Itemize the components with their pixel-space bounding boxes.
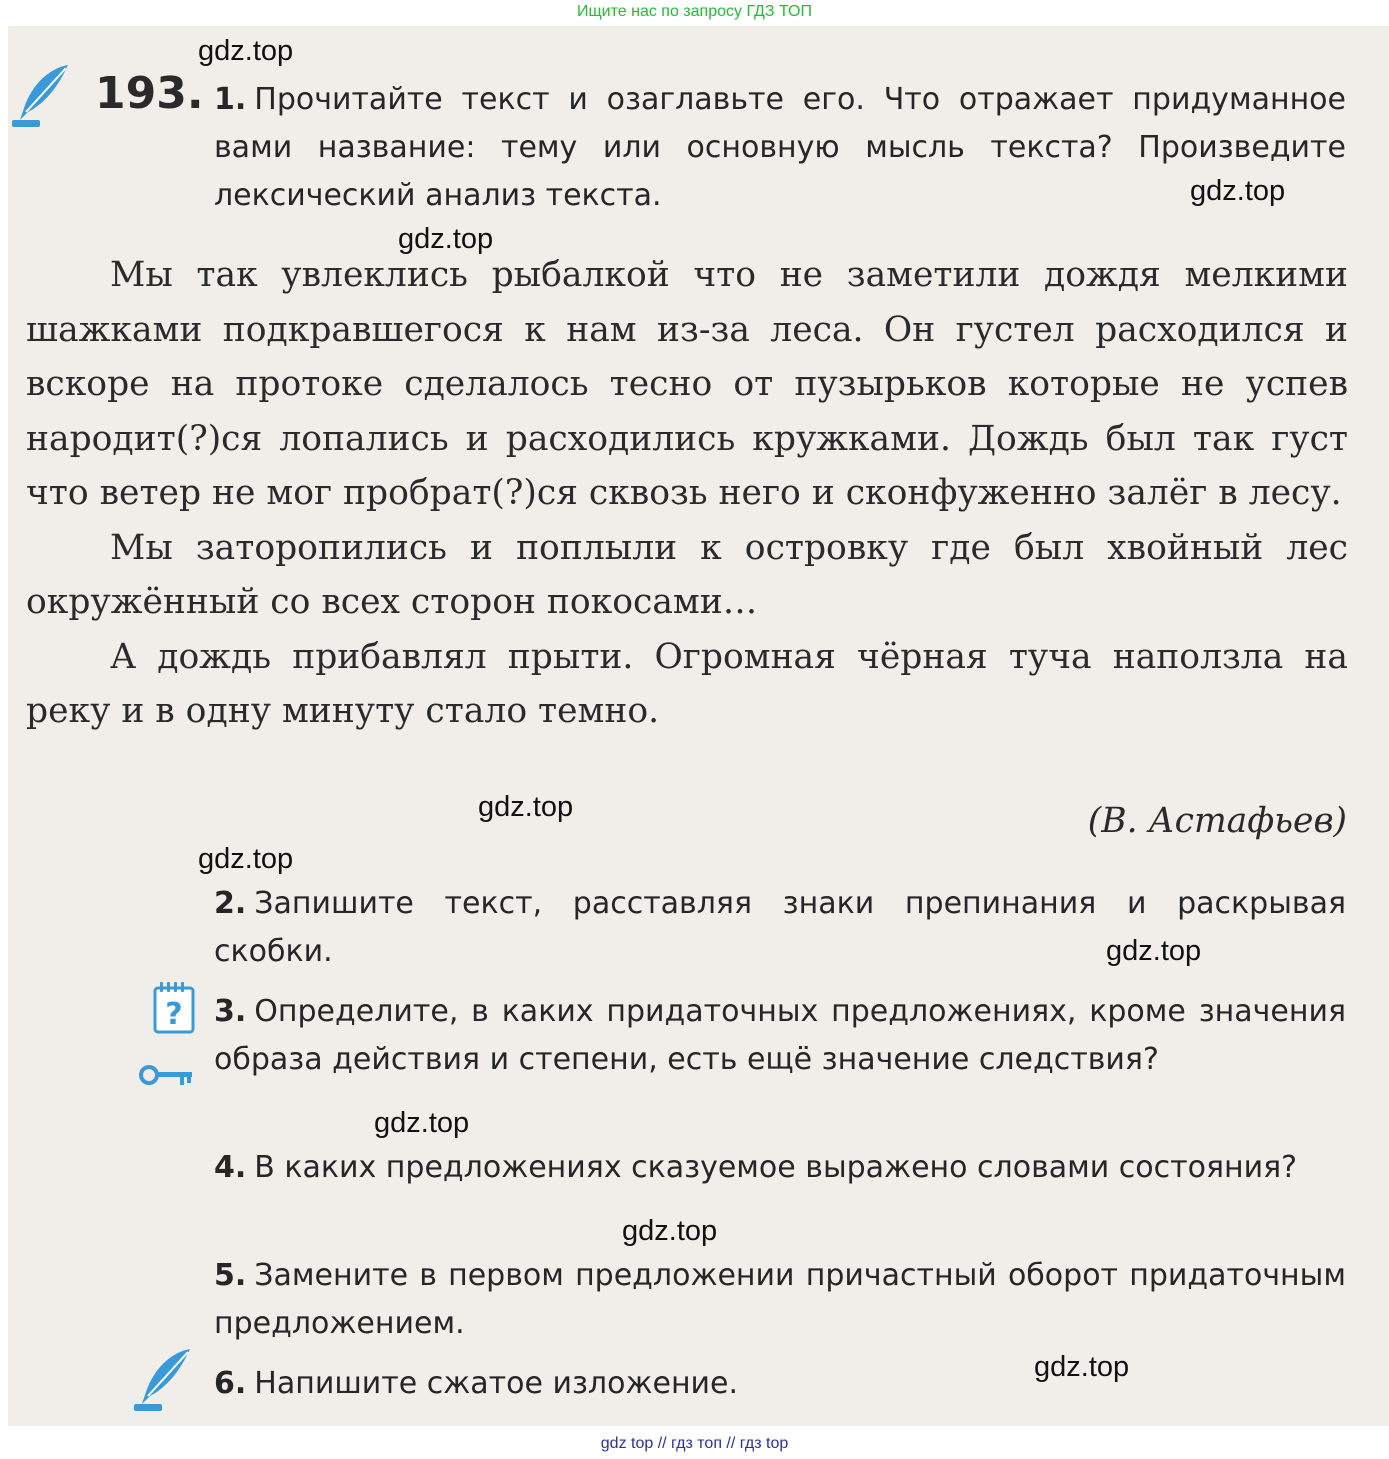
task-number: 1. xyxy=(214,82,247,117)
watermark: gdz.top xyxy=(1106,935,1202,967)
feather-pen-icon xyxy=(10,62,72,130)
task-number: 5. xyxy=(214,1258,247,1293)
watermark: gdz.top xyxy=(1034,1351,1130,1383)
author-signature: (В. Астафьев) xyxy=(1087,801,1347,841)
watermark: gdz.top xyxy=(398,223,494,255)
story-text xyxy=(26,248,1348,739)
question-notebook-icon xyxy=(152,982,196,1034)
story-paragraph: Мы так увлеклись рыбалкой что не заметили дождя мелкими шажками подкравшегося к нам из-за леса. Он густел расходился и вскоре на протоке сделалось тесно от пузырьков которые не успев народит(?)ся лопались и расходились кружками. Дождь был так густ что ветер не мог пробрат(?)ся сквозь него и сконфуженно залёг в лесу. xyxy=(26,255,1348,513)
task-text: Запишите текст, расставляя знаки препинания и раскрывая скобки. xyxy=(214,886,1346,969)
task-number: 4. xyxy=(214,1150,247,1185)
task-number: 3. xyxy=(214,994,247,1029)
watermark: gdz.top xyxy=(622,1215,718,1247)
task-6 xyxy=(214,1360,1346,1408)
task-number: 2. xyxy=(214,886,247,921)
task-1 xyxy=(214,76,1346,220)
task-3 xyxy=(214,988,1346,1084)
story-paragraph: А дождь прибавлял прыти. Огромная чёрная туча наползла на реку и в одну минуту стало темно. xyxy=(26,636,1348,731)
watermark: gdz.top xyxy=(198,843,294,875)
svg-text:?: ? xyxy=(165,997,183,1032)
task-text: Замените в первом предложении причастный оборот придаточным предложением. xyxy=(214,1258,1346,1341)
top-banner: Ищите нас по запросу ГДЗ ТОП xyxy=(577,3,812,20)
task-text: Напишите сжатое изложение. xyxy=(254,1366,739,1401)
task-text: Прочитайте текст и озаглавьте его. Что отражает придуманное вами название: тему или основную мысль текста? Произведите лексический анализ текста. xyxy=(214,82,1346,213)
task-number: 6. xyxy=(214,1366,247,1401)
watermark: gdz.top xyxy=(1190,175,1286,207)
story-paragraph: Мы заторопились и поплыли к островку где был хвойный лес окружённый со всех сторон покосами… xyxy=(26,527,1348,622)
feather-pen-icon xyxy=(132,1346,194,1414)
task-text: Определите, в каких придаточных предложениях, кроме значения образа действия и степени, есть ещё значение следствия? xyxy=(214,994,1346,1077)
task-5 xyxy=(214,1252,1346,1348)
bottom-banner: gdz top // гдз топ // гдз top xyxy=(600,1435,789,1452)
task-4 xyxy=(214,1144,1346,1192)
watermark: gdz.top xyxy=(374,1107,470,1139)
watermark: gdz.top xyxy=(478,791,574,823)
key-icon xyxy=(138,1062,194,1088)
task-text: В каких предложениях сказуемое выражено словами состояния? xyxy=(254,1150,1298,1185)
watermark: gdz.top xyxy=(198,35,294,67)
exercise-number: 193. xyxy=(95,68,204,119)
